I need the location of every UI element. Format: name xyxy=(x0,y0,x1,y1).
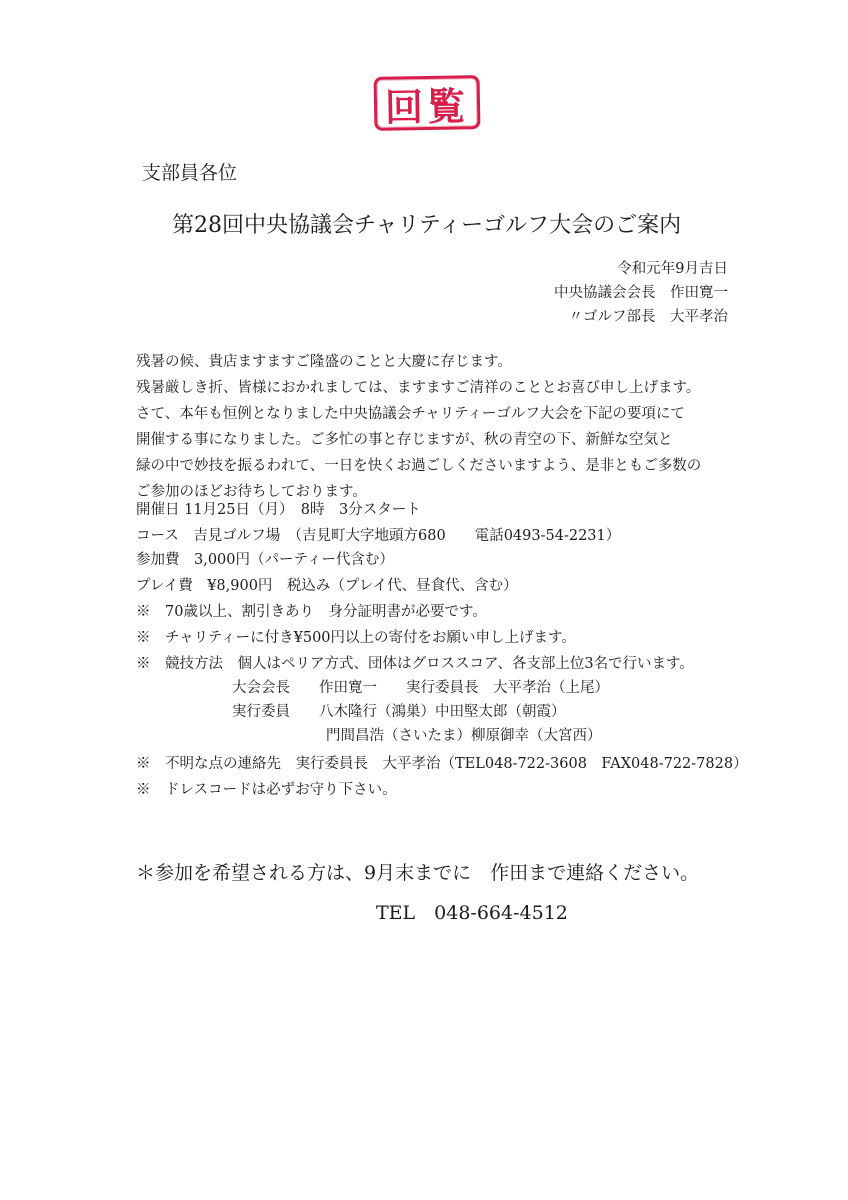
note-contact: ※ 不明な点の連絡先 実行委員長 大平孝治（TEL048-722-3608 FAX048-722-7828） xyxy=(136,756,748,772)
detail-date: 開催日 11月25日（月） 8時 3分スタート xyxy=(136,502,421,518)
detail-note-charity: ※ チャリティーに付き¥500円以上の寄付をお願い申し上げます。 xyxy=(136,630,576,646)
officials-line: 門間昌浩（さいたま）柳原御幸（大宮西） xyxy=(326,728,602,744)
officials-line: 大会会長 作田寛一 実行委員長 大平孝治（上尾） xyxy=(232,680,609,696)
contact-tel: TEL 048-664-4512 xyxy=(376,902,568,924)
detail-play-fee: プレイ費 ¥8,900円 税込み（プレイ代、昼食代、含む） xyxy=(136,578,518,594)
body-line: 残暑の候、貴店ますますご隆盛のことと大慶に存じます。 xyxy=(136,354,512,370)
detail-course: コース 吉見ゴルフ場 （吉見町大字地頭方680 電話0493-54-2231） xyxy=(136,528,621,544)
sender-chairman: 中央協議会会長 作田寛一 xyxy=(554,285,728,301)
circulation-stamp: 回覧 xyxy=(374,75,481,131)
sender-golf-director: 〃ゴルフ部長 大平孝治 xyxy=(568,309,728,325)
body-line: 緑の中で妙技を振るわれて、一日を快くお過ごしくださいますよう、是非ともご多数の xyxy=(136,458,702,474)
detail-fee: 参加費 3,000円（パーティー代含む） xyxy=(136,552,394,568)
issue-date: 令和元年9月吉日 xyxy=(617,261,728,277)
body-line: 開催する事になりました。ご多忙の事と存じますが、秋の青空の下、新鮮な空気と xyxy=(136,432,673,448)
document-title: 第28回中央協議会チャリティーゴルフ大会のご案内 xyxy=(172,213,682,238)
closing-notice: ＊参加を希望される方は、9月末までに 作田まで連絡ください。 xyxy=(136,862,700,884)
detail-note-format: ※ 競技方法 個人はペリア方式、団体はグロススコア、各支部上位3名で行います。 xyxy=(136,656,694,672)
note-dress-code: ※ ドレスコードは必ずお守り下さい。 xyxy=(136,782,397,798)
detail-note-age: ※ 70歳以上、割引きあり 身分証明書が必要です。 xyxy=(136,604,487,620)
addressee: 支部員各位 xyxy=(142,162,238,184)
body-line: 残暑厳しき折、皆様におかれましては、ますますご清祥のこととお喜び申し上げます。 xyxy=(136,380,701,396)
officials-line: 実行委員 八木隆行（鴻巣）中田堅太郎（朝霞） xyxy=(232,704,566,720)
body-line: ご参加のほどお待ちしております。 xyxy=(136,484,367,500)
body-line: さて、本年も恒例となりました中央協議会チャリティーゴルフ大会を下記の要項にて xyxy=(136,406,685,422)
